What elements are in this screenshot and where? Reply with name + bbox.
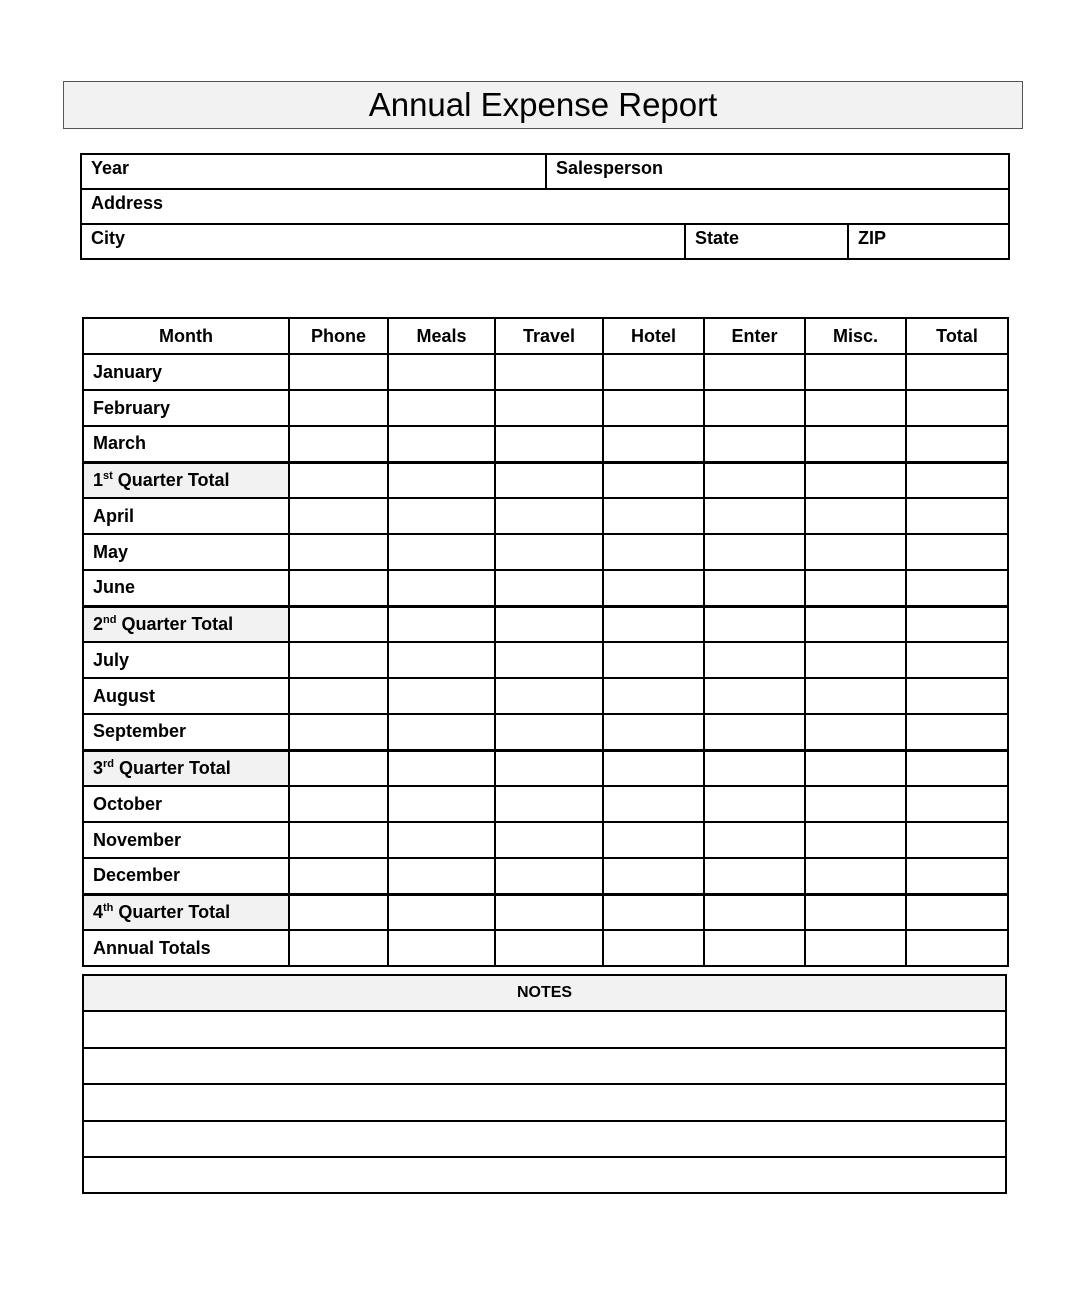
month-row <box>83 534 1008 570</box>
travel-cell[interactable] <box>495 606 603 642</box>
col-header-phone: Phone <box>289 318 388 354</box>
total-cell[interactable] <box>906 534 1008 570</box>
meals-cell[interactable] <box>388 606 495 642</box>
quarter-number: 4 <box>93 901 104 922</box>
misc-cell[interactable] <box>805 750 906 786</box>
notes-line <box>83 1157 1006 1193</box>
travel-cell[interactable] <box>495 570 603 606</box>
month-label: September <box>83 714 289 750</box>
col-header-meals: Meals <box>388 318 495 354</box>
misc-cell[interactable] <box>805 498 906 534</box>
year-field[interactable]: Year <box>91 158 130 178</box>
notes-line <box>83 1048 1006 1084</box>
enter-cell[interactable] <box>704 606 805 642</box>
month-label: October <box>83 786 289 822</box>
total-cell[interactable] <box>906 426 1008 462</box>
notes-line-cell[interactable] <box>83 1084 1006 1120</box>
enter-cell[interactable] <box>704 714 805 750</box>
month-label: Annual Totals <box>83 930 289 966</box>
meals-cell[interactable] <box>388 534 495 570</box>
col-header-month: Month <box>83 318 289 354</box>
hotel-cell[interactable] <box>603 426 704 462</box>
hotel-cell[interactable] <box>603 750 704 786</box>
total-cell[interactable] <box>906 606 1008 642</box>
travel-cell[interactable] <box>495 786 603 822</box>
month-row <box>83 714 1008 750</box>
travel-cell[interactable] <box>495 498 603 534</box>
hotel-cell[interactable] <box>603 606 704 642</box>
misc-cell[interactable] <box>805 786 906 822</box>
enter-cell[interactable] <box>704 534 805 570</box>
misc-cell[interactable] <box>805 642 906 678</box>
phone-cell[interactable] <box>289 426 388 462</box>
notes-line-cell[interactable] <box>83 1157 1006 1193</box>
hotel-cell[interactable] <box>603 642 704 678</box>
month-row <box>83 390 1008 426</box>
travel-cell[interactable] <box>495 750 603 786</box>
hotel-cell[interactable] <box>603 570 704 606</box>
hotel-cell[interactable] <box>603 534 704 570</box>
hotel-cell[interactable] <box>603 858 704 894</box>
meals-cell[interactable] <box>388 822 495 858</box>
enter-cell[interactable] <box>704 426 805 462</box>
month-label: December <box>83 858 289 894</box>
info-row-address <box>82 190 1008 225</box>
month-row <box>83 678 1008 714</box>
meals-cell[interactable] <box>388 894 495 930</box>
col-header-hotel: Hotel <box>603 318 704 354</box>
info-row-city <box>82 225 1008 260</box>
month-label: March <box>83 426 289 462</box>
month-label: May <box>83 534 289 570</box>
phone-cell[interactable] <box>289 354 388 390</box>
total-cell[interactable] <box>906 570 1008 606</box>
enter-cell[interactable] <box>704 930 805 966</box>
total-cell[interactable] <box>906 498 1008 534</box>
phone-cell[interactable] <box>289 606 388 642</box>
hotel-cell[interactable] <box>603 822 704 858</box>
enter-cell[interactable] <box>704 786 805 822</box>
total-cell[interactable] <box>906 894 1008 930</box>
total-cell[interactable] <box>906 858 1008 894</box>
meals-cell[interactable] <box>388 930 495 966</box>
quarter-total-row <box>83 606 1008 642</box>
misc-cell[interactable] <box>805 678 906 714</box>
travel-cell[interactable] <box>495 714 603 750</box>
total-cell[interactable] <box>906 714 1008 750</box>
hotel-cell[interactable] <box>603 498 704 534</box>
misc-cell[interactable] <box>805 714 906 750</box>
col-header-misc: Misc. <box>805 318 906 354</box>
total-cell[interactable] <box>906 786 1008 822</box>
info-section <box>80 153 1010 260</box>
phone-cell[interactable] <box>289 894 388 930</box>
notes-line-cell[interactable] <box>83 1048 1006 1084</box>
quarter-total-label <box>83 894 289 930</box>
notes-line-cell[interactable] <box>83 1121 1006 1157</box>
meals-cell[interactable] <box>388 678 495 714</box>
notes-heading: NOTES <box>83 975 1006 1011</box>
quarter-total-label <box>83 750 289 786</box>
meals-cell[interactable] <box>388 642 495 678</box>
travel-cell[interactable] <box>495 390 603 426</box>
month-label: January <box>83 354 289 390</box>
col-header-travel: Travel <box>495 318 603 354</box>
enter-cell[interactable] <box>704 570 805 606</box>
report-title: Annual Expense Report <box>63 81 1023 129</box>
total-cell[interactable] <box>906 678 1008 714</box>
enter-cell[interactable] <box>704 678 805 714</box>
hotel-cell[interactable] <box>603 354 704 390</box>
phone-cell[interactable] <box>289 786 388 822</box>
month-row <box>83 570 1008 606</box>
month-label: July <box>83 642 289 678</box>
hotel-cell[interactable] <box>603 390 704 426</box>
meals-cell[interactable] <box>388 426 495 462</box>
misc-cell[interactable] <box>805 570 906 606</box>
misc-cell[interactable] <box>805 858 906 894</box>
travel-cell[interactable] <box>495 462 603 498</box>
zip-field[interactable]: ZIP <box>847 225 1008 260</box>
total-cell[interactable] <box>906 390 1008 426</box>
hotel-cell[interactable] <box>603 894 704 930</box>
quarter-total-text: Quarter Total <box>114 757 231 778</box>
meals-cell[interactable] <box>388 786 495 822</box>
misc-cell[interactable] <box>805 390 906 426</box>
month-label: February <box>83 390 289 426</box>
month-row <box>83 930 1008 966</box>
travel-cell[interactable] <box>495 858 603 894</box>
enter-cell[interactable] <box>704 822 805 858</box>
header-row <box>83 318 1008 354</box>
quarter-number: 2 <box>93 613 104 634</box>
total-cell[interactable] <box>906 822 1008 858</box>
phone-cell[interactable] <box>289 678 388 714</box>
quarter-number: 1 <box>93 469 104 490</box>
month-row <box>83 822 1008 858</box>
quarter-total-label <box>83 606 289 642</box>
col-header-total: Total <box>906 318 1008 354</box>
quarter-total-label <box>83 462 289 498</box>
travel-cell[interactable] <box>495 354 603 390</box>
quarter-total-row <box>83 462 1008 498</box>
misc-cell[interactable] <box>805 822 906 858</box>
misc-cell[interactable] <box>805 354 906 390</box>
total-cell[interactable] <box>906 354 1008 390</box>
total-cell[interactable] <box>906 462 1008 498</box>
ordinal-suffix: st <box>103 469 113 482</box>
phone-cell[interactable] <box>289 750 388 786</box>
phone-cell[interactable] <box>289 462 388 498</box>
phone-cell[interactable] <box>289 822 388 858</box>
ordinal-suffix: th <box>103 901 114 914</box>
phone-cell[interactable] <box>289 390 388 426</box>
quarter-total-text: Quarter Total <box>112 469 230 490</box>
hotel-cell[interactable] <box>603 678 704 714</box>
phone-cell[interactable] <box>289 642 388 678</box>
phone-cell[interactable] <box>289 498 388 534</box>
hotel-cell[interactable] <box>603 714 704 750</box>
enter-cell[interactable] <box>704 462 805 498</box>
quarter-total-text: Quarter Total <box>116 613 234 634</box>
month-row <box>83 426 1008 462</box>
quarter-total-row <box>83 894 1008 930</box>
misc-cell[interactable] <box>805 462 906 498</box>
month-label: November <box>83 822 289 858</box>
hotel-cell[interactable] <box>603 930 704 966</box>
misc-cell[interactable] <box>805 606 906 642</box>
month-label: August <box>83 678 289 714</box>
meals-cell[interactable] <box>388 462 495 498</box>
misc-cell[interactable] <box>805 894 906 930</box>
meals-cell[interactable] <box>388 750 495 786</box>
hotel-cell[interactable] <box>603 462 704 498</box>
meals-cell[interactable] <box>388 858 495 894</box>
notes-line-cell[interactable] <box>83 1011 1006 1047</box>
enter-cell[interactable] <box>704 354 805 390</box>
travel-cell[interactable] <box>495 678 603 714</box>
misc-cell[interactable] <box>805 930 906 966</box>
quarter-total-text: Quarter Total <box>113 901 231 922</box>
meals-cell[interactable] <box>388 570 495 606</box>
meals-cell[interactable] <box>388 714 495 750</box>
travel-cell[interactable] <box>495 642 603 678</box>
enter-cell[interactable] <box>704 894 805 930</box>
enter-cell[interactable] <box>704 858 805 894</box>
notes-line <box>83 1084 1006 1120</box>
month-row <box>83 786 1008 822</box>
meals-cell[interactable] <box>388 390 495 426</box>
notes-line <box>83 1121 1006 1157</box>
month-row <box>83 642 1008 678</box>
travel-cell[interactable] <box>495 534 603 570</box>
salesperson-field[interactable]: Salesperson <box>545 155 1008 188</box>
meals-cell[interactable] <box>388 498 495 534</box>
month-label: April <box>83 498 289 534</box>
travel-cell[interactable] <box>495 930 603 966</box>
notes-line <box>83 1011 1006 1047</box>
phone-cell[interactable] <box>289 714 388 750</box>
quarter-total-row <box>83 750 1008 786</box>
state-field[interactable]: State <box>684 225 848 260</box>
enter-cell[interactable] <box>704 390 805 426</box>
total-cell[interactable] <box>906 750 1008 786</box>
phone-cell[interactable] <box>289 930 388 966</box>
info-row-year <box>82 155 1008 190</box>
month-row <box>83 498 1008 534</box>
total-cell[interactable] <box>906 930 1008 966</box>
col-header-enter: Enter <box>704 318 805 354</box>
travel-cell[interactable] <box>495 426 603 462</box>
address-field[interactable]: Address <box>91 193 164 213</box>
month-row <box>83 858 1008 894</box>
notes-table <box>82 974 1007 1194</box>
month-label: June <box>83 570 289 606</box>
total-cell[interactable] <box>906 642 1008 678</box>
notes-header-row <box>83 975 1006 1011</box>
month-row <box>83 354 1008 390</box>
travel-cell[interactable] <box>495 894 603 930</box>
phone-cell[interactable] <box>289 858 388 894</box>
city-field[interactable]: City <box>91 228 126 248</box>
quarter-number: 3 <box>93 757 104 778</box>
ordinal-suffix: nd <box>103 613 117 626</box>
phone-cell[interactable] <box>289 534 388 570</box>
misc-cell[interactable] <box>805 534 906 570</box>
hotel-cell[interactable] <box>603 786 704 822</box>
meals-cell[interactable] <box>388 354 495 390</box>
misc-cell[interactable] <box>805 426 906 462</box>
travel-cell[interactable] <box>495 822 603 858</box>
phone-cell[interactable] <box>289 570 388 606</box>
enter-cell[interactable] <box>704 750 805 786</box>
enter-cell[interactable] <box>704 642 805 678</box>
ordinal-suffix: rd <box>103 757 115 770</box>
expense-table <box>82 317 1009 967</box>
enter-cell[interactable] <box>704 498 805 534</box>
